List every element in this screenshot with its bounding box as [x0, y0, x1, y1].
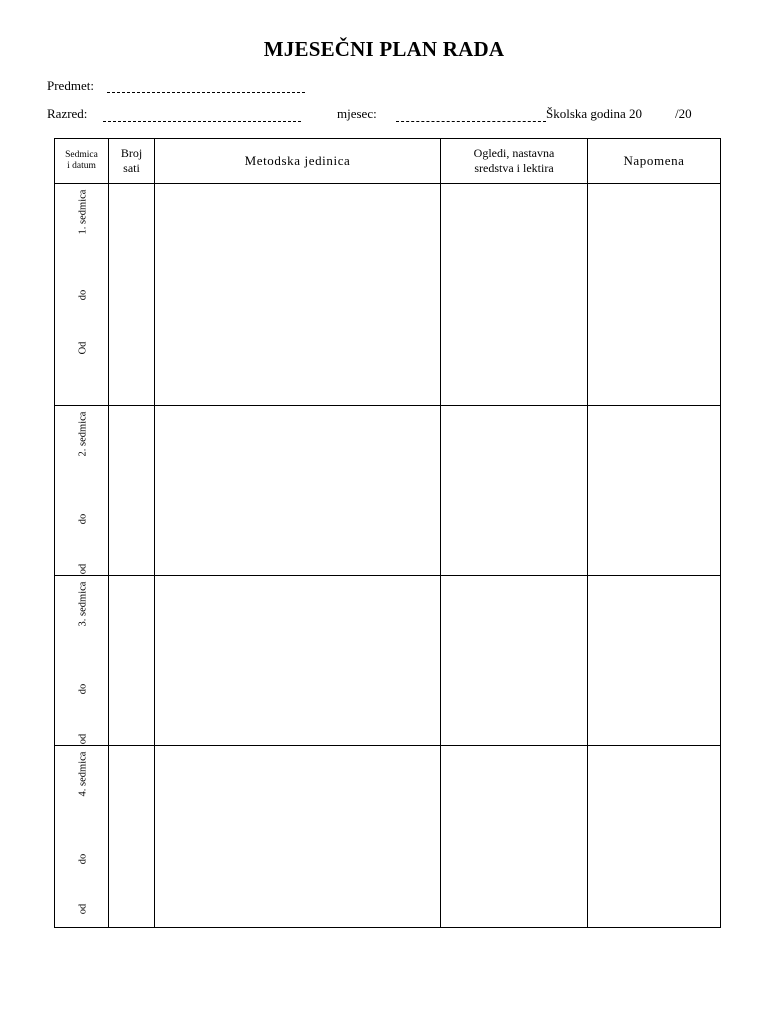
week-row-3	[55, 576, 721, 746]
predmet-label: Predmet:	[47, 78, 94, 93]
week-3-metodska-cell[interactable]	[155, 576, 441, 746]
mjesec-label: mjesec:	[337, 106, 377, 121]
header-ogledi-line1: Ogledi, nastavna	[473, 146, 555, 160]
week-2-side-cell	[55, 406, 109, 576]
week-1-od-label: Od	[77, 341, 89, 355]
week-4-od-label: od	[77, 903, 89, 915]
skolska-godina-suffix: /20	[675, 106, 692, 121]
week-4-napomena-cell[interactable]	[588, 746, 721, 928]
header-ogledi	[441, 139, 588, 184]
week-2-metodska-cell[interactable]	[155, 406, 441, 576]
week-3-broj-sati-cell[interactable]	[109, 576, 155, 746]
week-row-1	[55, 184, 721, 406]
header-broj-line1: Broj	[120, 146, 143, 160]
week-row-4	[55, 746, 721, 928]
week-4-ogledi-cell[interactable]	[441, 746, 588, 928]
week-3-ogledi-cell[interactable]	[441, 576, 588, 746]
mjesec-field[interactable]	[396, 121, 546, 122]
header-broj-line2: sati	[123, 161, 140, 175]
week-4-broj-sati-cell[interactable]	[109, 746, 155, 928]
week-2-napomena-cell[interactable]	[588, 406, 721, 576]
week-3-napomena-cell[interactable]	[588, 576, 721, 746]
week-2-od-label: od	[77, 563, 89, 575]
header-row	[55, 139, 721, 184]
week-2-do-label: do	[77, 513, 89, 525]
week-1-metodska-cell[interactable]	[155, 184, 441, 406]
week-4-do-label: do	[77, 853, 89, 865]
predmet-field[interactable]	[107, 92, 305, 93]
header-ogledi-line2: sredstva i lektira	[474, 161, 554, 175]
week-3-side-cell	[55, 576, 109, 746]
week-1-label: 1. sedmica	[77, 189, 89, 235]
razred-field[interactable]	[103, 121, 301, 122]
week-1-broj-sati-cell[interactable]	[109, 184, 155, 406]
header-sedmica-line1: Sedmica	[65, 150, 98, 160]
week-1-do-label: do	[77, 289, 89, 301]
week-4-metodska-cell[interactable]	[155, 746, 441, 928]
week-2-broj-sati-cell[interactable]	[109, 406, 155, 576]
week-row-2	[55, 406, 721, 576]
week-2-ogledi-cell[interactable]	[441, 406, 588, 576]
week-3-label: 3. sedmica	[77, 581, 89, 627]
header-napomena: Napomena	[588, 139, 721, 184]
header-sedmica-line2: i datum	[67, 161, 96, 171]
week-3-od-label: od	[77, 733, 89, 745]
week-2-label: 2. sedmica	[77, 411, 89, 457]
razred-label: Razred:	[47, 106, 88, 121]
plan-table	[54, 138, 721, 928]
week-1-side-cell	[55, 184, 109, 406]
skolska-godina-label: Školska godina 20	[546, 106, 643, 121]
week-1-napomena-cell[interactable]	[588, 184, 721, 406]
header-metodska-jedinica: Metodska jedinica	[155, 139, 441, 184]
week-4-side-cell	[55, 746, 109, 928]
week-3-do-label: do	[77, 683, 89, 695]
page-title: MJESEČNI PLAN RADA	[263, 37, 505, 61]
week-1-ogledi-cell[interactable]	[441, 184, 588, 406]
header-broj-sati	[109, 139, 155, 184]
header-sedmica	[55, 139, 109, 184]
week-4-label: 4. sedmica	[77, 751, 89, 797]
